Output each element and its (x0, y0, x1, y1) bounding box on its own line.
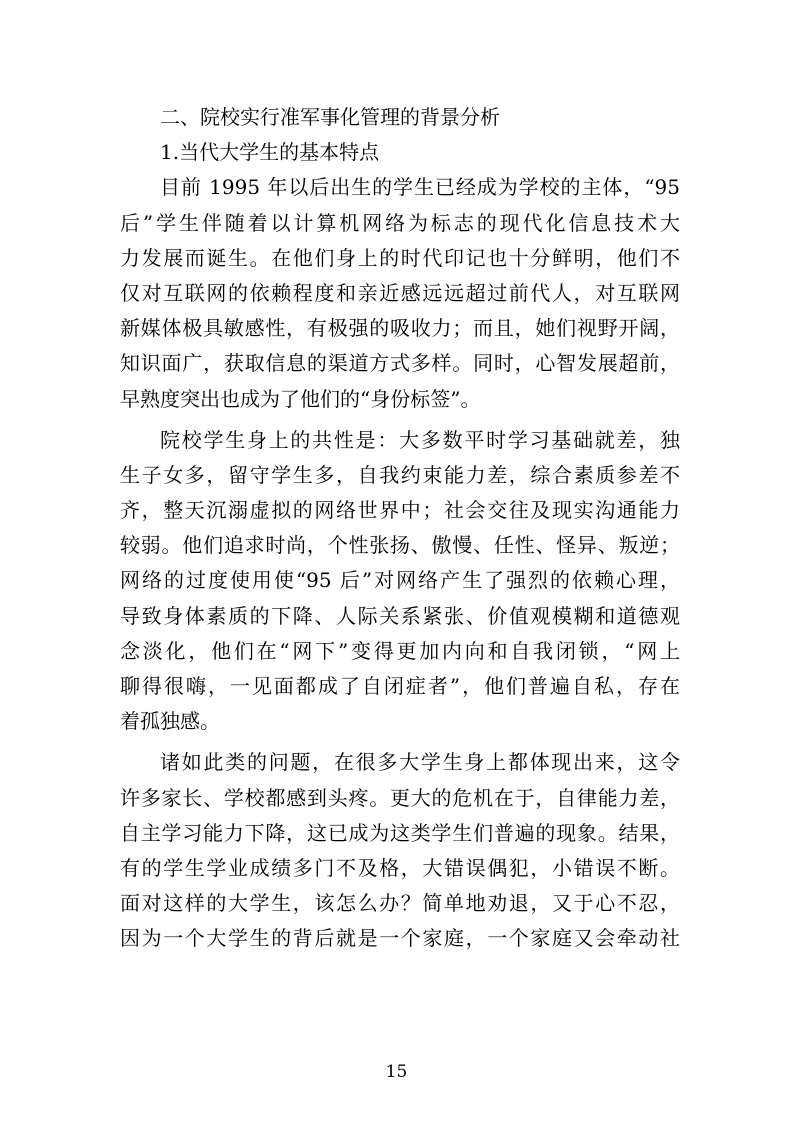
paragraph-line: 知识面广，获取信息的渠道方式多样。同时，心智发展超前， (120, 351, 680, 376)
paragraph-2 (120, 423, 680, 740)
paragraph-line: 齐，整天沉溺虚拟的网络世界中；社会交往及现实沟通能力 (120, 498, 680, 523)
paragraph-line: 力发展而诞生。在他们身上的时代印记也十分鲜明，他们不 (120, 245, 680, 270)
paragraph-line: 较弱。他们追求时尚，个性张扬、傲慢、任性、怪异、叛逆； (120, 533, 680, 558)
paragraph-line: 后”学生伴随着以计算机网络为标志的现代化信息技术大 (120, 210, 680, 235)
paragraph-line: 诸如此类的问题，在很多大学生身上都体现出来，这令 (160, 750, 680, 775)
paragraph-line: 网络的过度使用使“95 后”对网络产生了强烈的依赖心理， (120, 568, 680, 593)
paragraph-line: 导致身体素质的下降、人际关系紧张、价值观模糊和道德观 (120, 603, 680, 628)
paragraph-line: 自主学习能力下降，这已成为这类学生们普遍的现象。结果， (120, 820, 680, 845)
page-number: 15 (385, 1062, 408, 1082)
paragraph-line: 聊得很嗨，一见面都成了自闭症者”，他们普遍自私，存在 (120, 674, 680, 698)
paragraph-line: 仅对互联网的依赖程度和亲近感远远超过前代人，对互联网 (120, 280, 680, 305)
paragraph-line: 生子女多，留守学生多，自我约束能力差，综合素质参差不 (120, 462, 680, 487)
paragraph-line: 目前 1995 年以后出生的学生已经成为学校的主体，“95 (160, 175, 680, 200)
paragraph-line: 新媒体极具敏感性，有极强的吸收力；而且，她们视野开阔， (120, 316, 680, 341)
paragraph-line: 因为一个大学生的背后就是一个家庭，一个家庭又会牵动社 (120, 926, 680, 951)
paragraph-line: 许多家长、学校都感到头疼。更大的危机在于，自律能力差， (120, 785, 680, 810)
paragraph-1 (120, 170, 680, 416)
paragraph-line: 着孤独感。 (120, 709, 220, 734)
subsection-heading: 1.当代大学生的基本特点 (160, 140, 380, 165)
paragraph-line: 念淡化，他们在“网下”变得更加内向和自我闭锁，“网上 (120, 638, 680, 663)
paragraph-line: 面对这样的大学生，该怎么办？简单地劝退，又于心不忍， (120, 891, 680, 916)
paragraph-line: 有的学生学业成绩多门不及格，大错误偶犯，小错误不断。 (120, 855, 680, 880)
section-heading: 二、院校实行准军事化管理的背景分析 (160, 105, 500, 129)
document-body (120, 100, 680, 957)
paragraph-line: 院校学生身上的共性是：大多数平时学习基础就差，独 (160, 427, 680, 452)
paragraph-3 (120, 745, 680, 956)
paragraph-line: 早熟度突出也成为了他们的“身份标签”。 (120, 386, 481, 411)
